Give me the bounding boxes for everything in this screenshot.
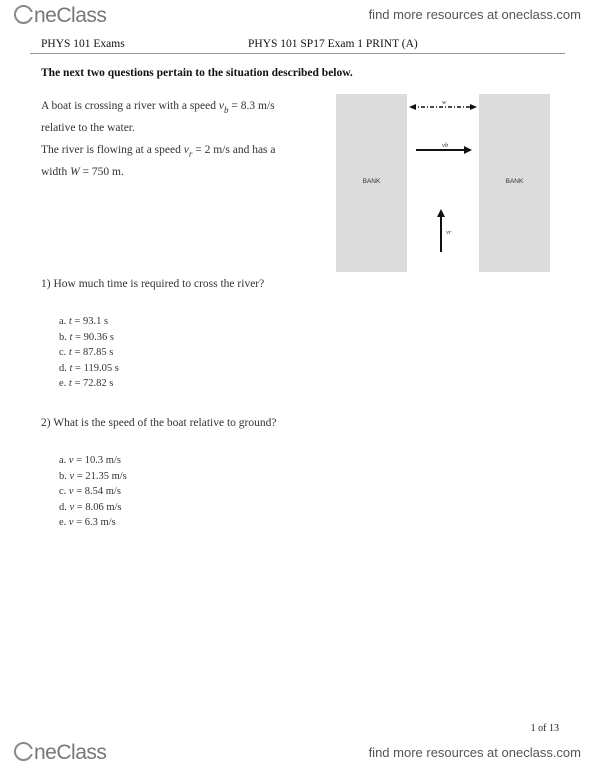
option-value: = 93.1 s xyxy=(71,316,109,327)
width-arrow-right-icon xyxy=(470,104,477,110)
logo-o-icon xyxy=(14,5,33,24)
scenario-line-4 xyxy=(41,161,276,183)
option-a[interactable] xyxy=(59,453,127,469)
oneclass-logo[interactable] xyxy=(14,4,106,28)
option-letter: c. xyxy=(59,347,67,358)
option-letter: d. xyxy=(59,501,67,513)
option-var: v xyxy=(69,470,75,482)
option-letter: d. xyxy=(59,362,67,374)
option-e[interactable] xyxy=(59,376,119,392)
option-a[interactable] xyxy=(59,314,119,330)
question-2: 2) What is the speed of the boat relative to ground? xyxy=(41,417,277,429)
option-e[interactable] xyxy=(59,515,127,531)
option-var: v xyxy=(68,455,74,466)
promo-link[interactable]: find more resources at oneclass.com xyxy=(368,7,581,22)
option-var: v xyxy=(69,501,75,513)
width-arrow-left-icon xyxy=(409,104,416,110)
option-letter: b. xyxy=(59,470,67,482)
question-2-options xyxy=(59,453,127,531)
logo-text: neClass xyxy=(34,4,107,27)
option-b[interactable] xyxy=(59,469,127,485)
text: = 8.3 m/s xyxy=(228,100,275,112)
scenario-line-3 xyxy=(41,139,276,161)
left-bank-label: BANK xyxy=(362,178,381,185)
option-letter: c. xyxy=(59,486,67,497)
bottom-banner xyxy=(0,738,595,770)
logo-text: neClass xyxy=(34,741,107,764)
option-var: v xyxy=(68,486,74,497)
promo-link[interactable]: find more resources at oneclass.com xyxy=(368,745,581,760)
text: A boat is crossing a river with a speed xyxy=(41,100,219,112)
subscript-b: b xyxy=(224,105,229,115)
option-value: = 10.3 m/s xyxy=(73,455,121,466)
option-c[interactable] xyxy=(59,345,119,361)
option-letter: e. xyxy=(59,378,67,389)
option-c[interactable] xyxy=(59,484,127,500)
variable-w: W xyxy=(70,166,80,178)
header-divider xyxy=(30,53,565,54)
scenario-paragraph-2 xyxy=(41,139,276,183)
right-bank-label: BANK xyxy=(505,178,524,185)
scenario-paragraph-1 xyxy=(41,95,275,139)
course-title: PHYS 101 Exams xyxy=(41,38,125,50)
option-var: v xyxy=(68,517,74,528)
variable-v: v xyxy=(218,100,224,112)
diagram-arrows xyxy=(336,94,550,272)
text: = 2 m/s and has a xyxy=(192,144,276,156)
scenario-line-1 xyxy=(41,95,275,117)
vb-label: vb xyxy=(442,142,449,149)
option-var: t xyxy=(68,378,72,389)
option-var: t xyxy=(69,362,73,374)
option-letter: a. xyxy=(59,316,67,327)
option-d[interactable] xyxy=(59,361,119,377)
page-number: 1 of 13 xyxy=(530,723,559,734)
scenario-line-2: relative to the water. xyxy=(41,122,135,134)
question-1: 1) How much time is required to cross the river? xyxy=(41,278,265,290)
option-letter: a. xyxy=(59,455,67,466)
river-diagram xyxy=(336,94,550,272)
question-1-options xyxy=(59,314,119,392)
variable-v: v xyxy=(183,144,189,156)
option-var: t xyxy=(69,331,73,343)
subscript-r: r xyxy=(188,149,193,159)
exam-title: PHYS 101 SP17 Exam 1 PRINT (A) xyxy=(248,38,418,50)
vr-label: vr xyxy=(446,229,452,236)
vr-arrow-head-icon xyxy=(437,209,445,217)
option-d[interactable] xyxy=(59,500,127,516)
option-letter: e. xyxy=(59,517,67,528)
option-value: = 90.36 s xyxy=(72,331,114,343)
option-value: = 119.05 s xyxy=(72,362,119,374)
option-value: = 8.06 m/s xyxy=(74,501,122,513)
option-value: = 72.82 s xyxy=(71,378,114,389)
top-banner xyxy=(0,0,595,30)
option-var: t xyxy=(68,316,72,327)
width-label: w xyxy=(442,99,447,106)
oneclass-logo[interactable] xyxy=(14,741,106,765)
vb-arrow-head-icon xyxy=(464,146,472,154)
option-value: = 6.3 m/s xyxy=(73,517,116,528)
option-letter: b. xyxy=(59,331,67,343)
option-b[interactable] xyxy=(59,330,119,346)
text: width xyxy=(41,166,71,178)
logo-o-icon xyxy=(14,742,33,761)
text: = 750 m. xyxy=(79,166,124,178)
option-value: = 87.85 s xyxy=(71,347,114,358)
option-value: = 21.35 m/s xyxy=(74,470,127,482)
text: The river is flowing at a speed xyxy=(41,144,184,156)
option-value: = 8.54 m/s xyxy=(73,486,121,497)
intro-statement: The next two questions pertain to the situation described below. xyxy=(41,67,353,79)
option-var: t xyxy=(68,347,72,358)
